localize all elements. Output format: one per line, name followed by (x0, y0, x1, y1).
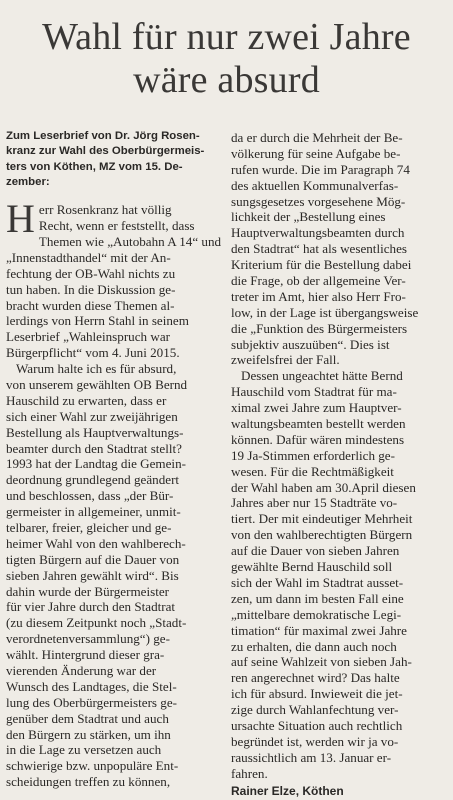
text-line: lerdings von Herrn Stahl in seinem (6, 313, 189, 329)
text-line: gewählte Bernd Hauschild soll (231, 559, 393, 575)
text-line: tigten Bürgern auf die Dauer von (6, 551, 180, 567)
text-line: lichkeit der „Bestellung eines (231, 209, 386, 225)
intro-line: ters von Köthen, MZ vom 15. De- (6, 160, 183, 173)
text-line: heimer Wahl von den wahlberech- (6, 535, 186, 551)
text-line: tiert. Der mit eindeutiger Mehrheit (231, 511, 413, 527)
text-line: 1993 hat der Landtag die Gemein- (6, 456, 186, 472)
intro-line: Zum Leserbrief von Dr. Jörg Rosen- (6, 130, 200, 142)
text-line: begründet ist, werden wir ja vo- (231, 733, 399, 749)
author-signature: Rainer Elze, Köthen (231, 783, 344, 798)
headline (0, 16, 453, 102)
text-line: Dessen ungeachtet hätte Bernd (241, 368, 403, 384)
text-line: sich einer Wahl zur zweijährigen (6, 408, 178, 424)
text-line: scheidungen treffen zu können, (6, 774, 171, 790)
text-line: der Wahl haben am 30.April diesen (231, 479, 416, 495)
text-line: für vier Jahre durch den Stadtrat (6, 599, 176, 615)
text-line: von den wahlberechtigten Bürgern (231, 527, 413, 543)
text-line: Hauptverwaltungsbeamten durch (231, 225, 405, 241)
text-line: Leserbrief „Wahleinspruch war (6, 329, 170, 345)
text-line: sungsgesetzes vorgesehene Mög- (231, 193, 406, 209)
text-line: Wunsch des Landtages, die Stel- (6, 678, 177, 694)
text-line: ren angerechnet wird? Das halte (231, 670, 400, 686)
text-line: beamter durch den Stadtrat stellt? (6, 440, 182, 456)
text-line: zige durch Wahlanfechtung ver- (231, 702, 399, 718)
text-line: telbarer, freier, gleicher und ge- (6, 520, 172, 535)
text-line: waltungsbeamten bestellt werden (231, 416, 406, 432)
text-line: sich der Wahl im Stadtrat ausset- (231, 574, 404, 590)
text-line: genüber dem Stadtrat und auch (6, 710, 169, 726)
text-line: Bestellung als Hauptverwaltungs- (6, 424, 184, 440)
text-line: fahren. (231, 765, 268, 781)
text-line: zu erhalten, die dann auch noch (231, 638, 397, 654)
text-line: Hauschild vom Stadtrat für ma- (231, 384, 397, 400)
text-line: zen, um dann im besten Fall eine (231, 590, 404, 606)
headline-line-2: wäre absurd (133, 59, 320, 101)
text-line: err Rosenkranz hat völlig (38, 202, 172, 218)
text-line: ich für absurd. Inwieweit die jet- (231, 686, 403, 702)
text-line: subjektiv auszuüben“. Dies ist (231, 336, 390, 352)
paragraph-2 (6, 361, 218, 790)
text-line: fechtung der OB-Wahl nichts zu (6, 265, 176, 281)
text-line: die Frage, ob der allgemeine Ver- (231, 273, 406, 289)
text-line: lung des Oberbürgermeisters ge- (6, 694, 178, 710)
text-line: von unserem gewählten OB Bernd (6, 376, 188, 392)
text-line: Warum halte ich es für absurd, (16, 361, 177, 377)
text-line: bracht wurden diese Themen al- (6, 297, 175, 313)
text-line: Hauschild zu erwarten, dass er (6, 392, 167, 408)
text-line: schwierige bzw. unpopuläre Ent- (6, 758, 179, 774)
text-line: ursachte Situation auch rechtlich (231, 717, 403, 733)
text-line: Recht, wenn er feststellt, dass (38, 218, 195, 234)
paragraph-1-rest (6, 233, 222, 361)
text-line: Kriterium für die Bestellung dabei (231, 257, 412, 273)
text-line: (zu diesem Zeitpunkt noch „Stadt- (6, 615, 187, 631)
text-line: tun haben. In die Diskussion ge- (6, 281, 176, 297)
text-line: dahin wurde der Bürgermeister (6, 583, 170, 599)
text-line: auf die Dauer von sieben Jahren (231, 543, 400, 559)
text-line: die „Funktion des Bürgermeisters (231, 320, 408, 336)
text-line: den Bürgern zu stärken, um ihn (6, 726, 171, 742)
intro-block (6, 129, 218, 190)
text-line: wählt. Hintergrund dieser gra- (6, 647, 165, 663)
text-line: und beschlossen, dass „der Bür- (6, 488, 174, 504)
text-line: völkerung für seine Aufgabe be- (231, 145, 401, 161)
headline-line-1: Wahl für nur zwei Jahre (42, 16, 411, 58)
text-line: „mittelbare demokratische Legi- (231, 606, 402, 622)
column-left (6, 129, 222, 790)
text-line: Jahres aber nur 15 Stadträte vo- (231, 495, 398, 511)
paragraph-3 (231, 130, 445, 368)
text-line: vierenden Änderung war der (6, 663, 157, 679)
paragraph-4 (231, 368, 445, 781)
column-right (231, 130, 445, 799)
spacer (6, 190, 218, 202)
text-line: „Innenstadthandel“ mit der An- (6, 249, 171, 265)
text-line: verordnetenversammlung“) ge- (6, 631, 170, 647)
text-line: in die Lage zu versetzen auch (6, 742, 162, 758)
text-line: low, in der Lage ist übergangsweise (231, 304, 419, 320)
paragraph-1 (6, 196, 222, 361)
text-line: sieben Jahren gewählt wird“. Bis (6, 567, 179, 583)
text-line: wesen. Für die Rechtmäßigkeit (231, 463, 394, 479)
text-line: rufen wurde. Die im Paragraph 74 (231, 161, 410, 177)
text-line: den Stadtrat“ hat als wesentliches (231, 241, 407, 257)
intro-line: kranz zur Wahl des Oberbürgermeis- (6, 145, 205, 158)
text-line: germeister in allgemeiner, unmit- (6, 504, 181, 520)
text-line: ximal zwei Jahre zum Hauptver- (231, 400, 402, 416)
text-line: raussichtlich am 13. Januar er- (231, 749, 392, 765)
text-line: auf seine Wahlzeit von sieben Jah- (231, 654, 412, 670)
intro-line: zember: (6, 175, 50, 188)
text-line: des aktuellen Kommunalverfas- (231, 177, 399, 193)
text-line: treter im Amt, hier also Herr Fro- (231, 288, 406, 304)
drop-cap: H (6, 196, 35, 242)
text-line: zweifelsfrei der Fall. (231, 352, 340, 368)
text-line: Themen wie „Autobahn A 14“ und (38, 233, 222, 249)
text-line: Bürgerpflicht“ vom 4. Juni 2015. (6, 345, 180, 361)
text-line: 19 Ja-Stimmen erforderlich ge- (231, 447, 395, 463)
text-line: da er durch die Mehrheit der Be- (231, 130, 403, 145)
text-line: deordnung grundlegend geändert (6, 472, 180, 488)
text-line: können. Dafür wären mindestens (231, 431, 405, 447)
text-line: timation“ für maximal zwei Jahre (231, 622, 407, 638)
